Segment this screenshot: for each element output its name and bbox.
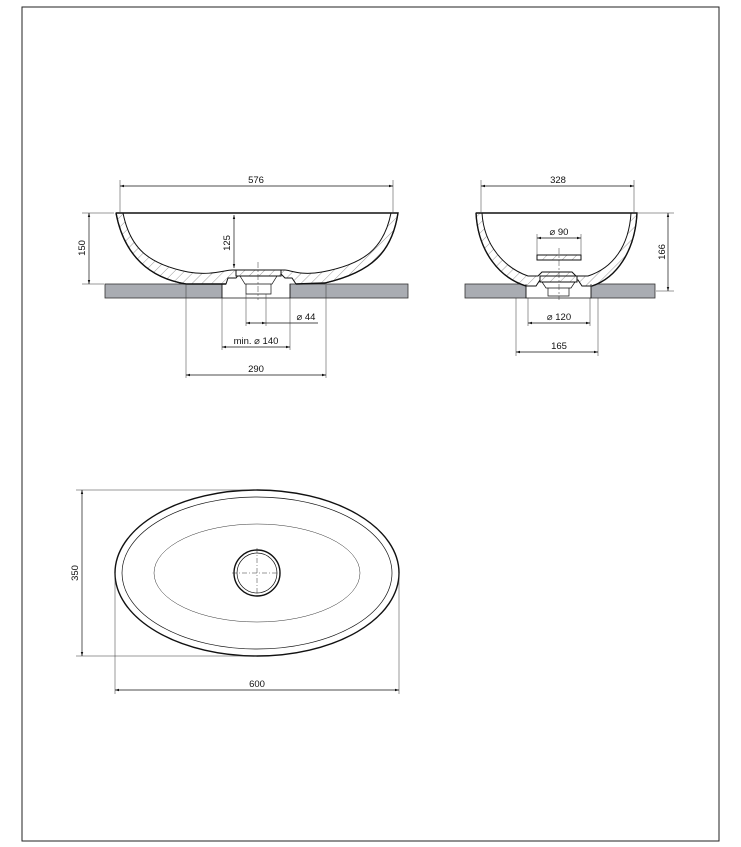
plan-view — [70, 490, 399, 694]
dim-label-290: 290 — [248, 364, 264, 375]
waste-fitting-side — [236, 270, 281, 276]
waste-body-side — [240, 276, 277, 294]
dim-label-150: 150 — [77, 240, 88, 256]
countertop-right-b — [591, 284, 655, 298]
waste-fitting-front — [540, 276, 577, 282]
dim-label-166: 166 — [657, 244, 668, 260]
front-view — [465, 175, 674, 356]
countertop-left-b — [290, 284, 408, 298]
side-view — [77, 175, 408, 378]
bowl-section-front — [476, 213, 637, 286]
dim-label-44: ⌀ 44 — [296, 312, 316, 323]
dim-label-600: 600 — [249, 679, 265, 690]
dim-label-90: ⌀ 90 — [549, 227, 569, 238]
dim-label-350: 350 — [70, 565, 81, 581]
dim-label-328: 328 — [550, 175, 566, 186]
dim-label-120: ⌀ 120 — [546, 312, 572, 323]
waste-body-front — [542, 282, 575, 296]
countertop-left-a — [105, 284, 222, 298]
sheet-frame — [22, 7, 719, 841]
countertop-right-a — [465, 284, 526, 298]
dim-label-576: 576 — [248, 175, 264, 186]
dim-label-165: 165 — [551, 341, 567, 352]
dim-label-140: min. ⌀ 140 — [233, 336, 279, 347]
dim-label-125: 125 — [222, 235, 233, 251]
hole-recess-side — [222, 284, 290, 298]
